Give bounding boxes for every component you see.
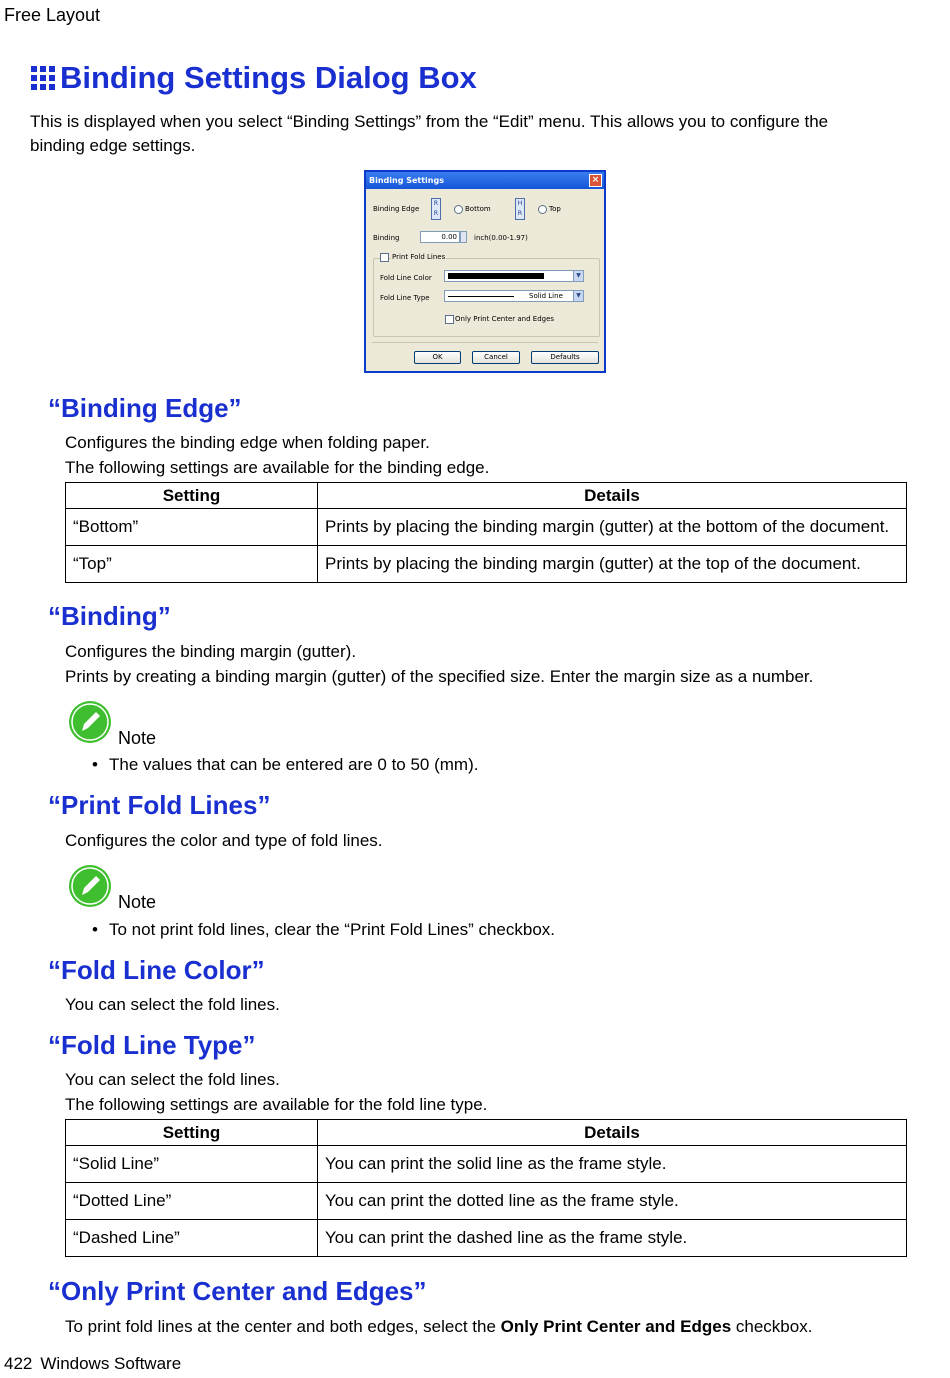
fold-line-color-text: You can select the fold lines. <box>65 995 280 1014</box>
binding-edge-label: Binding Edge <box>373 205 420 213</box>
ok-button[interactable]: OK <box>414 351 461 364</box>
only-print-center-label: Only Print Center and Edges <box>455 315 555 323</box>
only-print-text-before: To print fold lines at the center and both edges, select the <box>65 1317 501 1336</box>
table-header-row <box>66 1120 907 1146</box>
grid-icon <box>30 65 56 91</box>
page-icon-letter: R <box>433 200 439 207</box>
table-cell: You can print the dashed line as the frame style. <box>318 1220 907 1257</box>
page-bottom-icon <box>431 198 441 220</box>
dialog-title: Binding Settings <box>369 176 444 185</box>
fold-line-color-heading: “Fold Line Color” <box>48 955 265 985</box>
print-fold-lines-text: Configures the color and type of fold lines. <box>65 831 383 850</box>
table-row <box>66 509 907 546</box>
dialog-title-bar <box>366 172 604 189</box>
table-header-cell: Details <box>318 483 907 509</box>
table-cell: You can print the dotted line as the frame style. <box>318 1183 907 1220</box>
note-bullet <box>92 920 555 940</box>
fold-line-type-heading: “Fold Line Type” <box>48 1030 256 1060</box>
page-top-icon <box>515 198 525 220</box>
note-bullet <box>92 755 478 775</box>
table-header-row <box>66 483 907 509</box>
binding-unit: inch(0.00-1.97) <box>474 234 528 242</box>
defaults-button[interactable]: Defaults <box>531 351 599 364</box>
table-cell: “Dotted Line” <box>66 1183 318 1220</box>
table-cell: “Dashed Line” <box>66 1220 318 1257</box>
table-header-cell: Setting <box>66 1120 318 1146</box>
chevron-down-icon[interactable]: ▼ <box>573 271 583 281</box>
footer-section: Windows Software <box>40 1354 182 1373</box>
page-icon-letter: R <box>433 210 439 217</box>
binding-edge-line-1: Configures the binding edge when folding paper. <box>65 433 430 452</box>
note-pencil-icon <box>68 700 112 744</box>
binding-edge-heading: “Binding Edge” <box>48 393 242 423</box>
intro-line-1: This is displayed when you select “Binding Settings” from the “Edit” menu. This allows you to configure the <box>30 112 829 131</box>
top-radio[interactable] <box>538 205 547 214</box>
table-cell: Prints by placing the binding margin (gutter) at the top of the document. <box>318 546 907 583</box>
print-fold-lines-checkbox[interactable] <box>380 253 389 262</box>
page-number: 422 <box>4 1354 33 1373</box>
bottom-radio[interactable] <box>454 205 463 214</box>
page-footer <box>4 1354 181 1374</box>
table-cell: “Solid Line” <box>66 1146 318 1183</box>
table-cell: Prints by placing the binding margin (gutter) at the bottom of the document. <box>318 509 907 546</box>
only-print-center-checkbox[interactable] <box>445 315 454 324</box>
page-icon-letter: H <box>517 200 523 207</box>
table-row <box>66 1220 907 1257</box>
table-cell: You can print the solid line as the frame style. <box>318 1146 907 1183</box>
note-bullet-text: The values that can be entered are 0 to 50 (mm). <box>109 755 479 774</box>
fold-line-type-text <box>65 1068 925 1117</box>
note-pencil-icon <box>68 864 112 908</box>
dialog-separator <box>372 342 598 343</box>
fold-line-type-label: Fold Line Type <box>380 294 430 302</box>
table-header-cell: Setting <box>66 483 318 509</box>
note-bullet-text: To not print fold lines, clear the “Print Fold Lines” checkbox. <box>109 920 555 939</box>
binding-line-2: Prints by creating a binding margin (gutter) of the specified size. Enter the margin size as a number. <box>65 666 814 686</box>
binding-edge-text <box>65 431 925 480</box>
close-icon[interactable]: × <box>589 174 602 187</box>
fold-line-color-select[interactable] <box>444 270 584 282</box>
only-print-text-after: checkbox. <box>731 1317 813 1336</box>
table-cell: “Bottom” <box>66 509 318 546</box>
bullet-dot: • <box>92 920 98 939</box>
note-label: Note <box>118 892 157 912</box>
table-row <box>66 546 907 583</box>
print-fold-lines-heading: “Print Fold Lines” <box>48 790 271 820</box>
color-swatch <box>448 273 544 279</box>
binding-line-1: Configures the binding margin (gutter). <box>65 642 357 661</box>
page-title: Binding Settings Dialog Box <box>60 60 477 95</box>
table-row <box>66 1146 907 1183</box>
page-title-block <box>30 60 477 96</box>
table-header-cell: Details <box>318 1120 907 1146</box>
only-print-text-bold: Only Print Center and Edges <box>500 1317 732 1336</box>
fold-line-color-label: Fold Line Color <box>380 274 432 282</box>
binding-edge-table <box>65 482 907 583</box>
binding-label: Binding <box>373 234 400 242</box>
running-header: Free Layout <box>4 5 101 25</box>
top-label: Top <box>549 205 561 213</box>
fold-line-type-value: Solid Line <box>529 292 563 300</box>
table-cell: “Top” <box>66 546 318 583</box>
fold-line-type-line-1: You can select the fold lines. <box>65 1070 280 1089</box>
only-print-heading: “Only Print Center and Edges” <box>48 1276 427 1306</box>
intro-paragraph <box>30 110 910 158</box>
binding-text <box>65 640 925 689</box>
fold-line-type-table <box>65 1119 907 1257</box>
page-icon-letter: R <box>517 210 523 217</box>
cancel-button[interactable]: Cancel <box>472 351 520 364</box>
only-print-text <box>65 1315 925 1340</box>
chevron-down-icon[interactable]: ▼ <box>573 291 583 301</box>
intro-line-2: binding edge settings. <box>30 136 196 155</box>
note-label: Note <box>118 728 157 748</box>
binding-edge-line-2: The following settings are available for the binding edge. <box>65 457 490 477</box>
binding-settings-dialog <box>364 170 606 373</box>
print-fold-lines-label: Print Fold Lines <box>392 253 446 261</box>
fold-line-type-select[interactable] <box>444 290 584 302</box>
bullet-dot: • <box>92 755 98 774</box>
binding-input[interactable]: 0.00 <box>420 231 460 243</box>
line-sample <box>448 296 514 297</box>
fold-line-type-line-2: The following settings are available for the fold line type. <box>65 1094 488 1114</box>
bottom-label: Bottom <box>465 205 491 213</box>
binding-spinner[interactable] <box>460 231 467 243</box>
binding-heading: “Binding” <box>48 601 171 631</box>
table-row <box>66 1183 907 1220</box>
